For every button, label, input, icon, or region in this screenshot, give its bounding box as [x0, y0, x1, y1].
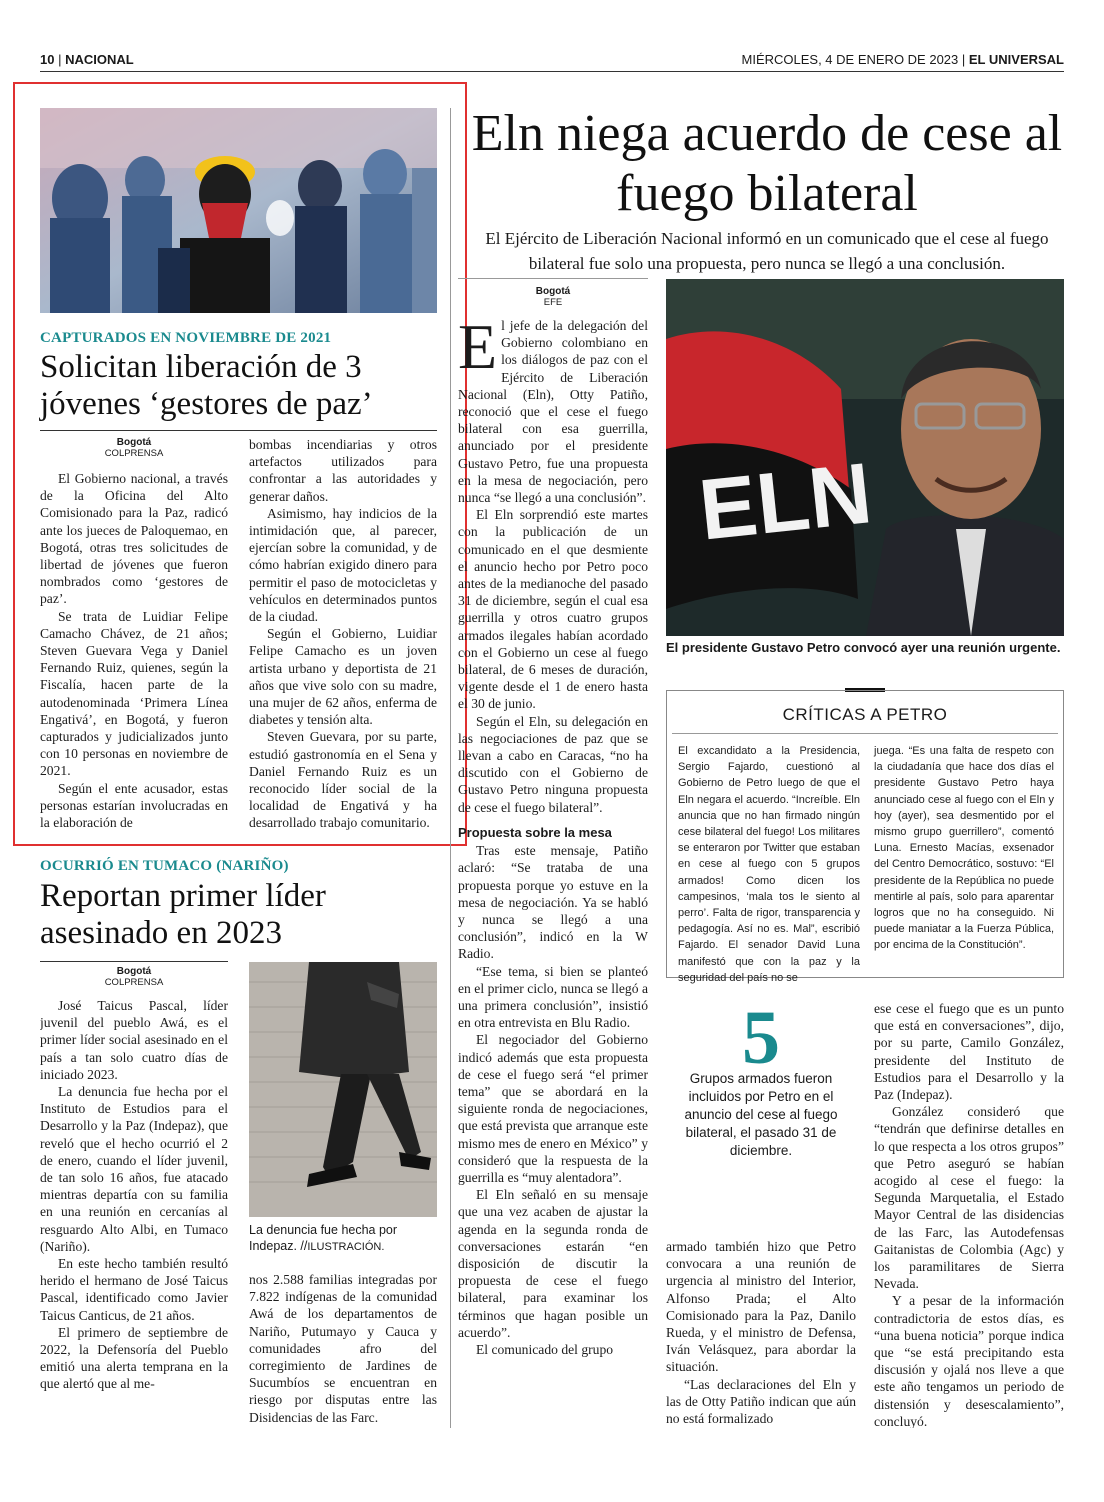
- paragraph: “Ese tema, si bien se planteó en el primer ciclo, nunca se llegó a una primera conclusión”, insistió en otra entrevista en Blu Radio.: [458, 963, 648, 1031]
- paragraph: Y a pesar de la información contradictoria de estos días, es “una buena noticia” porque indica que “se está precipitando esta discusión y ojalá nos lleve a que este año tengamos un periodo de distensión y desescalamiento”, concluyó.: [874, 1293, 1064, 1428]
- byline-city: Bogotá: [116, 966, 152, 977]
- paragraph: Según el ente acusador, estas personas estarían involucradas en la elaboración de: [40, 780, 228, 831]
- kicker-gestores: CAPTURADOS EN NOVIEMBRE DE 2021: [40, 330, 332, 346]
- paragraph: bombas incendiarias y otros artefactos utilizados para confrontar a las autoridades y generar daños.: [249, 437, 437, 504]
- paragraph: El primero de septiembre de 2022, la Defensoría del Pueblo emitió una alerta temprana en la que alertó que al me-: [40, 1324, 228, 1392]
- byline-agency: COLPRENSA: [104, 448, 164, 459]
- paragraph: [458, 317, 648, 506]
- eln-column-3: [874, 1000, 1064, 1428]
- lider-photo-caption: [249, 1222, 439, 1255]
- section-name: NACIONAL: [65, 52, 134, 67]
- page-number: 10: [40, 52, 55, 67]
- petro-photo: [666, 279, 1064, 636]
- byline-city: Bogotá: [116, 437, 152, 448]
- sidebar-title-rule: [672, 733, 1058, 734]
- subheadline-eln: El Ejército de Liberación Nacional informó en un comunicado que el cese al fuego bilateral fue solo una propuesta, pero nunca se llegó a una conclusión.: [485, 229, 1049, 273]
- lider-column-2: [249, 1271, 437, 1427]
- byline-city: Bogotá: [535, 286, 571, 297]
- flag-text: ELN: [694, 445, 876, 559]
- column-divider: [450, 108, 451, 1428]
- paragraph: González consideró que “tendrán que definirse detalles en lo que respecta a los otros grupos” que Petro aseguró se habían acogido al cese el fuego: la Segunda Marquetalia, el Estado Mayor Central de las disidencias de las Farc, las Autodefensas Gaitanistas de Colombia (Agc) y los paramilitares de Sierra Nevada.: [874, 1104, 1064, 1292]
- paragraph: El Eln señaló en su mensaje que una vez acaben de ajustar la agenda en la segunda ronda de conversaciones estarán “en disposición de discutir la propuesta de cese el fuego bilateral, para examinar los términos que hagan posible un acuerdo”.: [458, 1187, 648, 1340]
- paragraph: José Taicus Pascal, líder juvenil del pueblo Awá, es el primer líder social asesinado en el país a tan solo cuatro días de iniciado 2023.: [40, 998, 228, 1082]
- paragraph: Steven Guevara, por su parte, estudió gastronomía en el Sena y Daniel Fernando Ruiz es un reconocido líder social de la localidad de Engativá y ha desarrollado trabajo comunitario.: [249, 729, 437, 831]
- sidebar-column-2: juega. “Es una falta de respeto con la ciudadanía que hace dos días el presidente Gustavo Petro haya anunciado cese al fuego con el Eln y hoy (ayer), sea desmentido por el mismo grupo guerrillero”, comentó Luna. Ernesto Macías, exsenador del Centro Democrático, sostuvo: “El presidente de la República no puede mentirle al país, solo para aparentar logros que no ha conseguido. Ni puede maniatar a la Fuerza Pública, por encima de la Constitución”.: [874, 745, 1054, 952]
- headline-gestores: Solicitan liberación de 3 jóvenes ‘gestores de paz’: [40, 349, 373, 422]
- page-header-right: MIÉRCOLES, 4 DE ENERO DE 2023 | EL UNIVERSAL: [741, 52, 1064, 67]
- paragraph: El Gobierno nacional, a través de la Oficina del Alto Comisionado para la Paz, radicó ante los jueces de Paloquemao, en Bogotá, otras tres solicitudes de libertad de jóvenes que fueron nombrados como ‘gestores de paz’.: [40, 471, 228, 607]
- paragraph: La denuncia fue hecha por el Instituto de Estudios para el Desarrollo y la Paz (Indepaz), que reveló que el hecho ocurrió el 2 de enero, cuando el líder juvenil, de tan solo 16 años, fue atacado mientras departía con su familia en una reunión en cercanías al resguardo Alto Albi, en Tumaco (Nariño).: [40, 1084, 228, 1254]
- highlight-frame: [13, 82, 467, 846]
- paragraph: “Las declaraciones del Eln y las de Otty Patiño indican que aún no está formalizado: [666, 1376, 856, 1427]
- paragraph: ese cese el fuego que es un punto que está en conversaciones”, dijo, por su parte, Camilo González, presidente del Instituto de Estudios para el Desarrollo y la Paz (Indepaz).: [874, 1001, 1064, 1103]
- header-rule: [40, 71, 1064, 72]
- armed-figure-illustration: [249, 962, 437, 1217]
- paragraph: Según el Gobierno, Luidiar Felipe Camacho es un joven artista urbano y deportista de 21 años que vive solo con su madre, una mujer de 62 años, enferma de diabetes y tensión alta.: [249, 626, 437, 728]
- paragraph: En este hecho también resultó herido el hermano de José Taicus Pascal, identificado como Javier Taicus Canticus, de 21 años.: [40, 1256, 228, 1323]
- lider-column-1: [40, 997, 228, 1427]
- paragraph: Asimismo, hay indicios de la intimidación que, al parecer, ejercían sobre la comunidad, y de cómo habrían exigido dinero para permitir el paso de motocicletas y vehículos en determinados puntos de la ciudad.: [249, 505, 437, 625]
- paragraph: El comunicado del grupo: [476, 1341, 614, 1357]
- petro-illustration: [666, 279, 1064, 636]
- byline-eln: [458, 286, 648, 308]
- paragraph: Según el Eln, su delegación en las negociaciones de paz que se llevan a cabo en Caracas, “no ha discutido con el Gobierno de Gustavo Petro ninguna propuesta de cese el fuego bilateral”.: [458, 713, 648, 815]
- caption-credit: ILUSTRACIÓN.: [307, 1241, 385, 1253]
- newspaper-name: EL UNIVERSAL: [968, 52, 1064, 67]
- paragraph: El negociador del Gobierno indicó además que esta propuesta de cese el fuego será “el primer tema” que se abordará en la siguiente ronda de negociaciones, que está prevista que arranque este mismo mes de enero en México” y consideró que la respuesta de la guerrilla es “muy alentadora”.: [458, 1032, 648, 1185]
- paragraph: El Eln sorprendió este martes con la publicación de un comunicado en el que desmiente el anuncio hecho por Petro poco antes de la medianoche del pasado 31 de diciembre, según el cual esa guerrilla y otros cuatro grupos armados ilegales habían acordado con el Gobierno un cese al fuego bilateral, de 6 meses de duración, vigente desde el 1 de enero hasta el 30 de junio.: [458, 507, 648, 712]
- paragraph: nos 2.588 familias integradas por 7.822 indígenas de la comunidad Awá de los departamentos de Nariño, Putumayo y Cauca y comunidades afro del corregimiento de Jardines de Sucumbíos se encuentran en riesgo por disputas entre las Disidencias de las Farc.: [249, 1272, 437, 1425]
- kicker-lider: OCURRIÓ EN TUMACO (NARIÑO): [40, 858, 289, 874]
- paragraph: armado también hizo que Petro convocara a una reunión de urgencia al ministro del Interior, Alfonso Prada; el Alto Comisionado para la Paz, Danilo Rueda, y el ministro de Defensa, Iván Velásquez, para abordar la situación.: [666, 1239, 856, 1375]
- byline-agency: EFE: [543, 297, 563, 308]
- paragraph-text: l jefe de la delegación del Gobierno colombiano en los diálogos de paz con el Ejército de Liberación Nacional (Eln), Otty Patiño, reconoció que el cese el fuego bilateral con esa guerrilla, anunciado por el presidente Gustavo Petro, fue una propuesta en la mesa de negociación, pero nunca “se llegó a una conclusión”.: [458, 318, 648, 506]
- headline-eln: Eln niega acuerdo de cese al fuego bilateral: [471, 105, 1063, 222]
- sidebar-title: CRÍTICAS A PETRO: [782, 705, 948, 724]
- sidebar-column-1: El excandidato a la Presidencia, Sergio Fajardo, cuestionó al Gobierno de Petro luego de que el Eln negara el acuerdo. “Increíble. Eln anuncia que no han firmado ningún cese bilateral del fuego! Los militares se enteraron por Twitter que estaban en cese al fuego con 5 grupos armados! Como dicen los campesinos, ‘mala tos le siento al perro’. Falta de rigor, transparencia y pedagogía. Así no es. Mal”, escribió Fajardo. El senador David Luna manifestó que con la paz y la seguridad del país no se: [678, 745, 860, 984]
- petro-photo-caption: El presidente Gustavo Petro convocó ayer una reunión urgente.: [666, 640, 1061, 655]
- page-date: MIÉRCOLES, 4 DE ENERO DE 2023: [741, 52, 959, 67]
- byline-lider: [40, 966, 228, 988]
- eln-column-2: [666, 1238, 856, 1428]
- headline-lider: Reportan primer líder asesinado en 2023: [40, 878, 326, 951]
- stat-text: Grupos armados fueron incluidos por Petro en el anuncio del cese al fuego bilateral, el pasado 31 de diciembre.: [684, 1071, 838, 1158]
- byline-rule-eln: [458, 278, 648, 279]
- illustration-photo: [249, 962, 437, 1217]
- headline-rule-lider: [40, 961, 228, 962]
- caption-text: La denuncia fue hecha por Indepaz. //: [249, 1223, 398, 1253]
- paragraph: Se trata de Luidiar Felipe Camacho Chávez, de 21 años; Steven Guevara Vega y Daniel Fernando Ruiz, quienes, según la Fiscalía, hacen parte de la autodenominada ‘Primera Línea Engativá’, en Bogotá, y fueron capturados y judicializados junto con 10 personas en noviembre de 2021.: [40, 608, 228, 779]
- paragraph: Tras este mensaje, Patiño aclaró: “Se trataba de una propuesta porque yo estuve en la mesa de negociación. Ya se habló y nunca se llegó a una conclusión”, indicó en la W Radio.: [458, 843, 648, 962]
- stat-number: 5: [742, 996, 780, 1080]
- page-header-left: 10 | NACIONAL: [40, 52, 134, 67]
- subhead-propuesta: Propuesta sobre la mesa: [458, 824, 612, 840]
- drop-cap: E: [458, 317, 498, 382]
- byline-agency: COLPRENSA: [104, 977, 164, 988]
- eln-column-1: [458, 317, 648, 1427]
